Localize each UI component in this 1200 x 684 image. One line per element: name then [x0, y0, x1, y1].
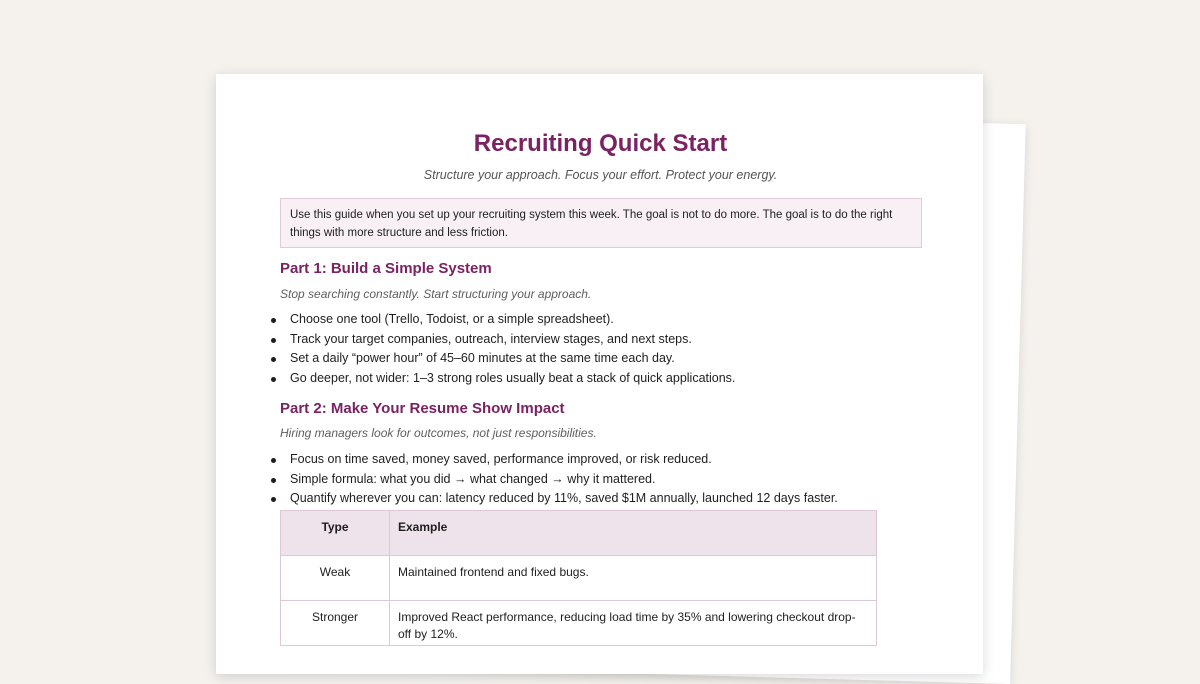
table-cell-type: Stronger — [281, 601, 390, 646]
document-title: Recruiting Quick Start — [473, 130, 728, 157]
bullet-text: Track your target companies, outreach, interview stages, and next steps. — [290, 331, 692, 346]
column-header-example: Example — [390, 511, 877, 556]
bullet-icon — [271, 338, 276, 343]
bullet-icon — [271, 318, 276, 323]
part1-title: Part 1: Build a Simple System — [280, 260, 492, 277]
list-item — [290, 349, 735, 369]
bullet-text: Simple formula: what you did → what changed → why it mattered. — [290, 471, 656, 486]
part2-subtitle: Hiring managers look for outcomes, not just responsibilities. — [280, 426, 597, 440]
bullet-icon — [271, 497, 276, 502]
list-item — [290, 369, 735, 389]
bullet-text: Set a daily “power hour” of 45–60 minutes at the same time each day. — [290, 351, 675, 365]
table-cell-type: Weak — [281, 556, 390, 601]
table-row — [281, 601, 877, 646]
bullet-icon — [271, 478, 276, 483]
document-subtitle: Structure your approach. Focus your effort. Protect your energy. — [423, 168, 778, 182]
part2-bullet-list — [290, 450, 838, 509]
list-item — [290, 450, 838, 470]
list-item — [290, 330, 735, 350]
bullet-text: Go deeper, not wider: 1–3 strong roles usually beat a stack of quick applications. — [290, 370, 736, 385]
intro-callout: Use this guide when you set up your recruiting system this week. The goal is not to do more. The goal is to do the right things with more structure and less friction. — [280, 198, 922, 248]
bullet-icon — [271, 458, 276, 463]
bullet-text: Quantify wherever you can: latency reduced by 11%, saved $1M annually, launched 12 days faster. — [290, 491, 838, 505]
table-row — [281, 556, 877, 601]
table-header-row — [281, 511, 877, 556]
document-page — [216, 74, 983, 674]
part1-subtitle: Stop searching constantly. Start structuring your approach. — [280, 287, 592, 301]
bullet-text: Choose one tool (Trello, Todoist, or a simple spreadsheet). — [290, 312, 614, 326]
bullet-icon — [271, 357, 276, 362]
bullet-icon — [271, 377, 276, 382]
list-item — [290, 470, 838, 490]
table-cell-example: Improved React performance, reducing load time by 35% and lowering checkout drop-off by 12%. — [390, 601, 877, 646]
part1-bullet-list — [290, 310, 735, 388]
table-cell-example: Maintained frontend and fixed bugs. — [390, 556, 877, 601]
impact-table — [280, 510, 877, 646]
column-header-type: Type — [281, 511, 390, 556]
bullet-text: Focus on time saved, money saved, performance improved, or risk reduced. — [290, 452, 712, 466]
part2-title: Part 2: Make Your Resume Show Impact — [280, 400, 565, 417]
list-item — [290, 489, 838, 509]
list-item — [290, 310, 735, 330]
